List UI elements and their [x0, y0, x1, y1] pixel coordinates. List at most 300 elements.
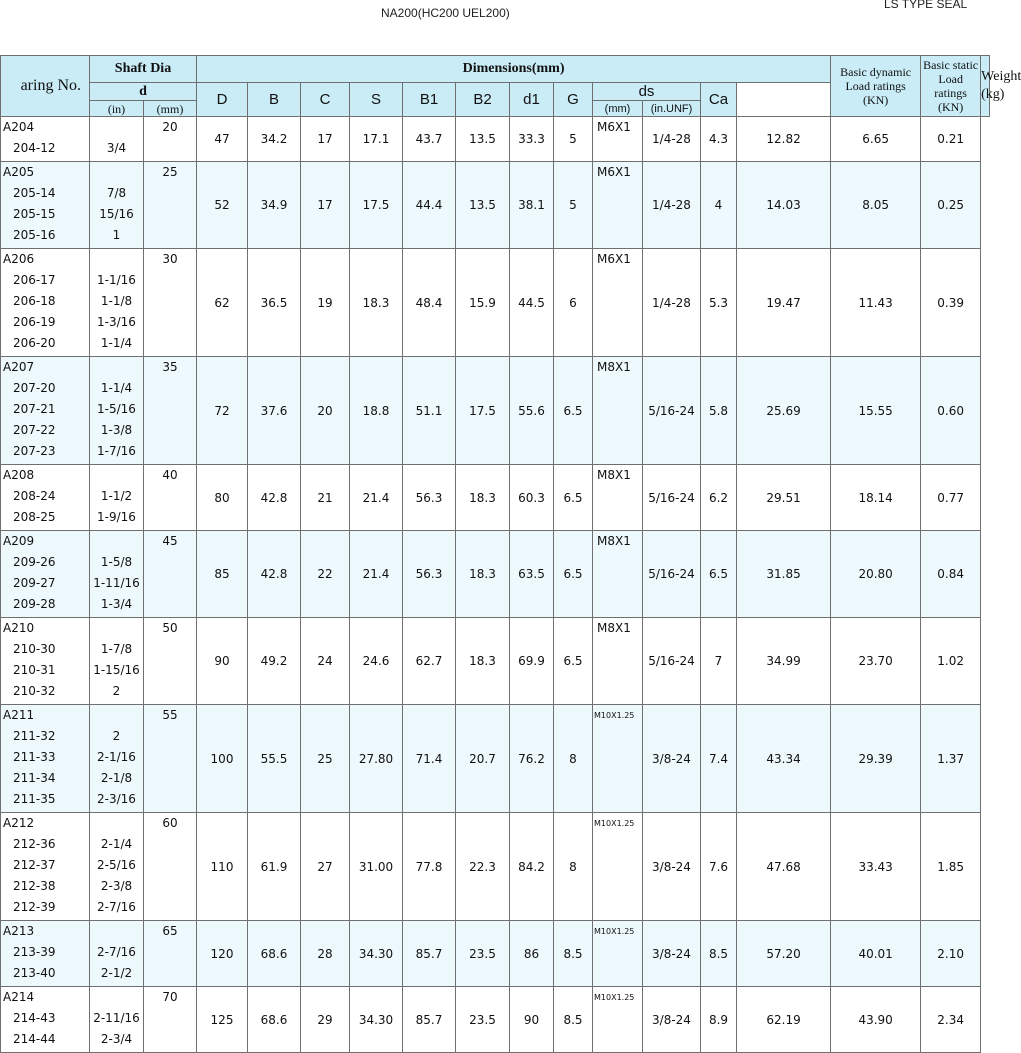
bearing-variant-no: 208-25 — [13, 510, 56, 524]
ds-mm-cell — [593, 465, 643, 531]
dim-d1-cell: 69.9 — [510, 618, 554, 705]
bearing-variant-no: 206-20 — [13, 336, 56, 350]
header-dynamic-line3: (KN) — [862, 93, 889, 107]
dim-g-cell: 6.5 — [554, 531, 593, 618]
dim-s-cell: 18.8 — [350, 357, 403, 465]
shaft-mm-cell — [144, 249, 197, 357]
ca-cell: 7 — [701, 618, 737, 705]
dim-g-cell: 6.5 — [554, 618, 593, 705]
weight-cell: 0.60 — [921, 357, 981, 465]
dim-c-cell: 17 — [301, 162, 350, 249]
shaft-mm-value: 60 — [162, 816, 178, 830]
ca-cell: 8.9 — [701, 987, 737, 1053]
dynamic-load-cell: 25.69 — [737, 357, 831, 465]
weight-cell: 1.85 — [921, 813, 981, 921]
bearing-no: A204 — [3, 120, 35, 134]
dynamic-load-cell: 12.82 — [737, 117, 831, 162]
shaft-in-value: 1 — [112, 228, 121, 242]
shaft-in-cell — [90, 531, 144, 618]
bearing-variant-no: 204-12 — [13, 141, 56, 155]
dim-g-cell: 6 — [554, 249, 593, 357]
bearing-no: A212 — [3, 816, 35, 830]
static-load-cell: 40.01 — [831, 921, 921, 987]
ds-unf-cell: 1/4-28 — [643, 162, 701, 249]
static-load-cell: 29.39 — [831, 705, 921, 813]
table-body — [1, 117, 990, 1053]
dynamic-load-cell: 34.99 — [737, 618, 831, 705]
dim-b-cell: 42.8 — [248, 465, 301, 531]
bearing-variant-no: 209-28 — [13, 597, 56, 611]
shaft-in-cell — [90, 117, 144, 162]
dim-s-cell: 27.80 — [350, 705, 403, 813]
shaft-mm-cell — [144, 531, 197, 618]
ca-cell: 6.2 — [701, 465, 737, 531]
table-row — [1, 813, 990, 921]
shaft-in-value: 2-7/16 — [97, 945, 136, 959]
header-static-line2: Load ratings — [934, 72, 967, 100]
dim-b2-cell: 17.5 — [456, 357, 510, 465]
ds-mm-value: M6X1 — [597, 120, 631, 134]
bearing-no-cell — [1, 117, 90, 162]
dim-d-cell: 125 — [197, 987, 248, 1053]
shaft-in-value: 1-3/16 — [97, 315, 136, 329]
dim-b2-cell: 18.3 — [456, 465, 510, 531]
table-row — [1, 249, 990, 357]
seal-type-title: LS TYPE SEAL — [884, 0, 968, 11]
dim-s-cell: 17.1 — [350, 117, 403, 162]
bearing-no-cell — [1, 618, 90, 705]
shaft-mm-cell — [144, 357, 197, 465]
weight-cell: 2.34 — [921, 987, 981, 1053]
shaft-in-value: 2 — [112, 684, 121, 698]
shaft-in-value — [90, 987, 143, 1008]
bearing-variant-no: 213-39 — [13, 945, 56, 959]
shaft-mm-value: 70 — [162, 990, 178, 1004]
dim-b1-cell: 56.3 — [403, 531, 456, 618]
ds-unf-cell: 1/4-28 — [643, 249, 701, 357]
dim-b-cell: 55.5 — [248, 705, 301, 813]
shaft-mm-value: 50 — [162, 621, 178, 635]
dim-d1-cell: 63.5 — [510, 531, 554, 618]
header-col-d1: d1 — [510, 83, 554, 117]
shaft-in-value — [90, 249, 143, 270]
ds-mm-value: M6X1 — [597, 165, 631, 179]
shaft-mm-cell — [144, 465, 197, 531]
bearing-variant-no: 206-17 — [13, 273, 56, 287]
dim-d1-cell: 86 — [510, 921, 554, 987]
dim-c-cell: 20 — [301, 357, 350, 465]
shaft-in-value: 2-7/16 — [97, 900, 136, 914]
shaft-in-value: 1-1/4 — [100, 381, 133, 395]
bearing-no: A213 — [3, 924, 35, 938]
shaft-mm-value: 55 — [162, 708, 178, 722]
header-static-line3: (KN) — [937, 100, 964, 114]
static-load-cell: 18.14 — [831, 465, 921, 531]
dim-d-cell: 52 — [197, 162, 248, 249]
dim-d-cell: 47 — [197, 117, 248, 162]
dim-d-cell: 100 — [197, 705, 248, 813]
weight-cell: 0.21 — [921, 117, 981, 162]
weight-cell: 2.10 — [921, 921, 981, 987]
dim-g-cell: 8.5 — [554, 987, 593, 1053]
dynamic-load-cell: 19.47 — [737, 249, 831, 357]
shaft-in-cell — [90, 618, 144, 705]
static-load-cell: 33.43 — [831, 813, 921, 921]
ds-unf-cell: 5/16-24 — [643, 465, 701, 531]
static-load-cell: 20.80 — [831, 531, 921, 618]
shaft-in-value: 2-1/8 — [100, 771, 133, 785]
bearing-no: A206 — [3, 252, 35, 266]
shaft-in-value: 1-15/16 — [93, 663, 140, 677]
shaft-in-cell — [90, 705, 144, 813]
shaft-in-cell — [90, 465, 144, 531]
header-col-B2: B2 — [456, 83, 510, 117]
bearing-no: A205 — [3, 165, 35, 179]
dim-b1-cell: 85.7 — [403, 987, 456, 1053]
dim-b2-cell: 13.5 — [456, 117, 510, 162]
shaft-in-cell — [90, 249, 144, 357]
bearing-no: A207 — [3, 360, 35, 374]
shaft-in-value: 2-11/16 — [93, 1011, 140, 1025]
shaft-in-value: 2-3/16 — [97, 792, 136, 806]
shaft-in-value: 1-3/4 — [100, 597, 133, 611]
shaft-in-value: 1-9/16 — [97, 510, 136, 524]
shaft-in-value: 2 — [112, 729, 121, 743]
shaft-in-value — [90, 465, 143, 486]
bearing-variant-no: 211-32 — [13, 729, 56, 743]
dim-d-cell: 72 — [197, 357, 248, 465]
shaft-in-value — [90, 162, 143, 183]
shaft-mm-value: 30 — [162, 252, 178, 266]
bearing-variant-no: 212-37 — [13, 858, 56, 872]
dim-b-cell: 61.9 — [248, 813, 301, 921]
dim-d-cell: 85 — [197, 531, 248, 618]
dynamic-load-cell: 57.20 — [737, 921, 831, 987]
dim-b-cell: 68.6 — [248, 987, 301, 1053]
shaft-in-cell — [90, 357, 144, 465]
bearing-variant-no: 213-40 — [13, 966, 56, 980]
dim-d-cell: 110 — [197, 813, 248, 921]
bearing-variant-no: 211-33 — [13, 750, 56, 764]
shaft-in-value: 1-11/16 — [93, 576, 140, 590]
dim-d1-cell: 38.1 — [510, 162, 554, 249]
header-col-Ca: Ca — [701, 83, 737, 117]
weight-cell: 0.84 — [921, 531, 981, 618]
dim-s-cell: 24.6 — [350, 618, 403, 705]
header-dimensions: Dimensions(mm) — [197, 56, 831, 83]
dim-g-cell: 8 — [554, 813, 593, 921]
dim-g-cell: 8.5 — [554, 921, 593, 987]
dim-b2-cell: 15.9 — [456, 249, 510, 357]
header-weight — [981, 56, 1021, 117]
dim-b-cell: 37.6 — [248, 357, 301, 465]
shaft-in-cell — [90, 987, 144, 1053]
shaft-in-value: 15/16 — [99, 207, 134, 221]
ds-mm-cell — [593, 531, 643, 618]
dim-d1-cell: 44.5 — [510, 249, 554, 357]
dim-g-cell: 8 — [554, 705, 593, 813]
dim-d-cell: 120 — [197, 921, 248, 987]
bearing-variant-no: 210-31 — [13, 663, 56, 677]
static-load-cell: 8.05 — [831, 162, 921, 249]
ca-cell: 6.5 — [701, 531, 737, 618]
header-shaft-dia: Shaft Dia — [90, 56, 197, 83]
header-col-C: C — [301, 83, 350, 117]
bearing-no-cell — [1, 705, 90, 813]
shaft-in-value — [90, 117, 143, 138]
dim-b-cell: 68.6 — [248, 921, 301, 987]
shaft-in-value: 7/8 — [106, 186, 127, 200]
bearing-no-cell — [1, 921, 90, 987]
shaft-in-value: 1-5/8 — [100, 555, 133, 569]
dim-b2-cell: 23.5 — [456, 987, 510, 1053]
weight-cell: 0.25 — [921, 162, 981, 249]
header-ds: ds — [593, 83, 701, 101]
table-row — [1, 465, 990, 531]
shaft-in-value: 2-1/4 — [100, 837, 133, 851]
ca-cell: 7.4 — [701, 705, 737, 813]
bearing-no: A214 — [3, 990, 35, 1004]
table-row — [1, 921, 990, 987]
ds-unf-cell: 3/8-24 — [643, 987, 701, 1053]
dim-b1-cell: 71.4 — [403, 705, 456, 813]
dim-d-cell: 62 — [197, 249, 248, 357]
header-col-B1: B1 — [403, 83, 456, 117]
weight-cell: 1.37 — [921, 705, 981, 813]
shaft-in-cell — [90, 813, 144, 921]
static-load-cell: 43.90 — [831, 987, 921, 1053]
bearing-variant-no: 212-38 — [13, 879, 56, 893]
ds-unf-cell: 5/16-24 — [643, 357, 701, 465]
dim-b2-cell: 13.5 — [456, 162, 510, 249]
ca-cell: 8.5 — [701, 921, 737, 987]
dim-b1-cell: 62.7 — [403, 618, 456, 705]
shaft-mm-cell — [144, 162, 197, 249]
ds-unf-cell: 3/8-24 — [643, 705, 701, 813]
ds-mm-value: M8X1 — [597, 360, 631, 374]
header-ds-mm: (mm) — [593, 101, 643, 117]
header-col-G: G — [554, 83, 593, 117]
dim-b1-cell: 56.3 — [403, 465, 456, 531]
shaft-in-value: 1-3/8 — [100, 423, 133, 437]
dim-b1-cell: 77.8 — [403, 813, 456, 921]
bearing-no-cell — [1, 531, 90, 618]
ds-mm-value: M10X1.25 — [594, 819, 635, 828]
ds-mm-cell — [593, 987, 643, 1053]
shaft-in-value — [90, 921, 143, 942]
header-bearing-no: aring No. — [1, 56, 90, 117]
dim-b2-cell: 18.3 — [456, 531, 510, 618]
ds-unf-cell: 5/16-24 — [643, 531, 701, 618]
bearing-variant-no: 209-27 — [13, 576, 56, 590]
bearing-variant-no: 212-36 — [13, 837, 56, 851]
header-col-B: B — [248, 83, 301, 117]
static-load-cell: 15.55 — [831, 357, 921, 465]
dim-c-cell: 28 — [301, 921, 350, 987]
dim-b2-cell: 20.7 — [456, 705, 510, 813]
dim-c-cell: 25 — [301, 705, 350, 813]
static-load-cell: 23.70 — [831, 618, 921, 705]
dim-b1-cell: 51.1 — [403, 357, 456, 465]
shaft-mm-cell — [144, 117, 197, 162]
header-basic-dynamic — [831, 56, 921, 117]
shaft-in-value — [90, 531, 143, 552]
bearing-variant-no: 214-44 — [13, 1032, 56, 1046]
dim-g-cell: 5 — [554, 162, 593, 249]
dim-c-cell: 19 — [301, 249, 350, 357]
shaft-mm-cell — [144, 921, 197, 987]
dim-g-cell: 5 — [554, 117, 593, 162]
shaft-in-value — [90, 357, 143, 378]
table-row — [1, 357, 990, 465]
bearing-variant-no: 206-19 — [13, 315, 56, 329]
bearing-no-cell — [1, 249, 90, 357]
weight-cell: 1.02 — [921, 618, 981, 705]
bearing-variant-no: 207-22 — [13, 423, 56, 437]
dynamic-load-cell: 29.51 — [737, 465, 831, 531]
dim-b1-cell: 44.4 — [403, 162, 456, 249]
shaft-in-value: 1-7/8 — [100, 642, 133, 656]
ds-mm-value: M8X1 — [597, 534, 631, 548]
ds-mm-cell — [593, 618, 643, 705]
table-row — [1, 531, 990, 618]
shaft-mm-cell — [144, 813, 197, 921]
shaft-mm-cell — [144, 705, 197, 813]
ds-mm-cell — [593, 357, 643, 465]
header-static-line1: Basic static — [923, 58, 979, 72]
ds-mm-cell — [593, 705, 643, 813]
ds-mm-cell — [593, 117, 643, 162]
dim-c-cell: 29 — [301, 987, 350, 1053]
dim-c-cell: 27 — [301, 813, 350, 921]
shaft-in-value: 1-1/16 — [97, 273, 136, 287]
shaft-in-value: 1-1/4 — [100, 336, 133, 350]
shaft-mm-value: 65 — [162, 924, 178, 938]
ds-unf-cell: 3/8-24 — [643, 813, 701, 921]
bearing-variant-no: 209-26 — [13, 555, 56, 569]
bearing-no-cell — [1, 357, 90, 465]
shaft-in-value: 2-1/16 — [97, 750, 136, 764]
bearing-table-container — [0, 55, 1021, 1053]
dim-b-cell: 42.8 — [248, 531, 301, 618]
bearing-variant-no: 205-14 — [13, 186, 56, 200]
shaft-mm-value: 35 — [162, 360, 178, 374]
shaft-in-value: 1-7/16 — [97, 444, 136, 458]
page-title: NA200(HC200 UEL200) — [381, 6, 510, 20]
bearing-no-cell — [1, 987, 90, 1053]
bearing-variant-no: 207-20 — [13, 381, 56, 395]
ca-cell: 4.3 — [701, 117, 737, 162]
shaft-in-value: 2-1/2 — [100, 966, 133, 980]
dim-s-cell: 17.5 — [350, 162, 403, 249]
header-dynamic-line2: Load ratings — [845, 79, 906, 93]
ds-mm-cell — [593, 249, 643, 357]
dim-s-cell: 21.4 — [350, 465, 403, 531]
header-col-D: D — [197, 83, 248, 117]
dim-s-cell: 31.00 — [350, 813, 403, 921]
header-unit-in: (in) — [90, 101, 144, 117]
ca-cell: 7.6 — [701, 813, 737, 921]
dim-d-cell: 80 — [197, 465, 248, 531]
dim-g-cell: 6.5 — [554, 465, 593, 531]
dim-s-cell: 18.3 — [350, 249, 403, 357]
bearing-variant-no: 210-30 — [13, 642, 56, 656]
dim-s-cell: 21.4 — [350, 531, 403, 618]
shaft-in-value — [90, 705, 143, 726]
dim-d1-cell: 84.2 — [510, 813, 554, 921]
dim-c-cell: 21 — [301, 465, 350, 531]
table-row — [1, 705, 990, 813]
dim-g-cell: 6.5 — [554, 357, 593, 465]
header-weight-line2: (kg) — [981, 87, 1005, 102]
ds-mm-value: M8X1 — [597, 468, 631, 482]
ds-mm-value: M8X1 — [597, 621, 631, 635]
dynamic-load-cell: 47.68 — [737, 813, 831, 921]
header-ds-unf: (in.UNF) — [643, 101, 701, 117]
ca-cell: 5.8 — [701, 357, 737, 465]
dim-b2-cell: 23.5 — [456, 921, 510, 987]
shaft-in-value: 2-3/4 — [100, 1032, 133, 1046]
dynamic-load-cell: 62.19 — [737, 987, 831, 1053]
shaft-in-value: 2-5/16 — [97, 858, 136, 872]
bearing-no: A208 — [3, 468, 35, 482]
header-dynamic-line1: Basic dynamic — [840, 65, 912, 79]
table-row — [1, 618, 990, 705]
bearing-no: A211 — [3, 708, 35, 722]
dim-d1-cell: 90 — [510, 987, 554, 1053]
table-row — [1, 162, 990, 249]
dim-d1-cell: 55.6 — [510, 357, 554, 465]
dynamic-load-cell: 43.34 — [737, 705, 831, 813]
bearing-variant-no: 208-24 — [13, 489, 56, 503]
bearing-no-cell — [1, 162, 90, 249]
bearing-variant-no: 207-23 — [13, 444, 56, 458]
bearing-variant-no: 211-35 — [13, 792, 56, 806]
bearing-variant-no: 211-34 — [13, 771, 56, 785]
dim-d1-cell: 60.3 — [510, 465, 554, 531]
ds-mm-value: M10X1.25 — [594, 927, 635, 936]
ds-unf-cell: 3/8-24 — [643, 921, 701, 987]
header-basic-static — [921, 56, 981, 117]
shaft-mm-value: 20 — [162, 120, 178, 134]
ca-cell: 5.3 — [701, 249, 737, 357]
dynamic-load-cell: 31.85 — [737, 531, 831, 618]
dim-d1-cell: 76.2 — [510, 705, 554, 813]
dim-c-cell: 24 — [301, 618, 350, 705]
bearing-variant-no: 206-18 — [13, 294, 56, 308]
shaft-in-value — [90, 618, 143, 639]
shaft-in-value: 1-1/8 — [100, 294, 133, 308]
header-d: d — [90, 83, 197, 101]
shaft-in-cell — [90, 162, 144, 249]
bearing-no: A210 — [3, 621, 35, 635]
dim-s-cell: 34.30 — [350, 921, 403, 987]
ds-mm-value: M10X1.25 — [594, 711, 635, 720]
bearing-variant-no: 207-21 — [13, 402, 56, 416]
dim-b-cell: 34.9 — [248, 162, 301, 249]
ds-mm-value: M10X1.25 — [594, 993, 635, 1002]
dim-b1-cell: 43.7 — [403, 117, 456, 162]
static-load-cell: 11.43 — [831, 249, 921, 357]
header-col-S: S — [350, 83, 403, 117]
dim-b-cell: 34.2 — [248, 117, 301, 162]
dim-b-cell: 36.5 — [248, 249, 301, 357]
shaft-in-value: 2-3/8 — [100, 879, 133, 893]
shaft-in-value: 3/4 — [106, 141, 127, 155]
ds-mm-cell — [593, 162, 643, 249]
ca-cell: 4 — [701, 162, 737, 249]
shaft-mm-cell — [144, 987, 197, 1053]
